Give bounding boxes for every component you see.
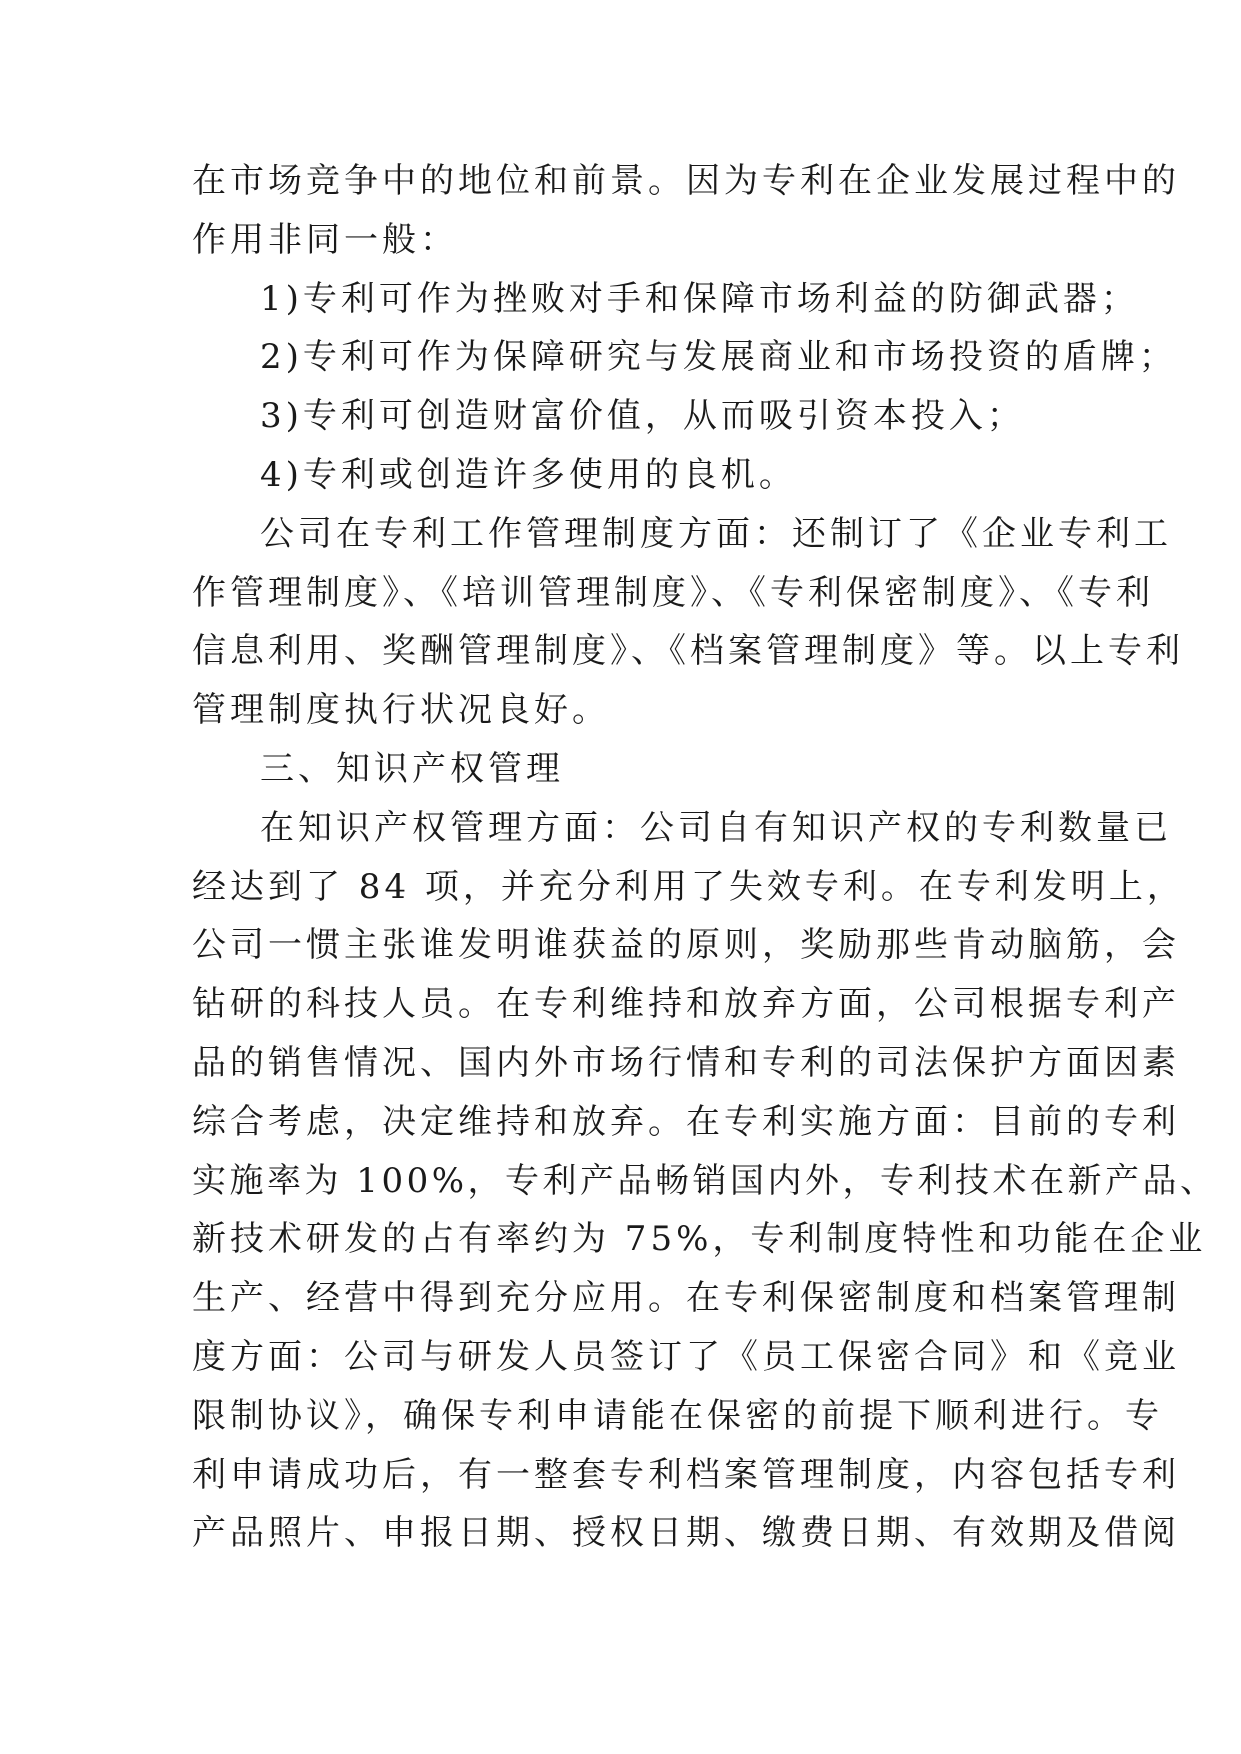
- text-line: 管理制度执行状况良好。: [192, 690, 610, 731]
- text-line: 钻研的科技人员。在专利维持和放弃方面，公司根据专利产: [192, 984, 1180, 1025]
- text-line: 4)专利或创造许多使用的良机。: [260, 454, 797, 495]
- text-line: 综合考虑，决定维持和放弃。在专利实施方面：目前的专利: [192, 1101, 1180, 1142]
- text-line: 新技术研发的占有率约为 75%，专利制度特性和功能在企业: [192, 1219, 1207, 1260]
- text-line: 产品照片、申报日期、授权日期、缴费日期、有效期及借阅: [192, 1513, 1180, 1554]
- document-body: [192, 152, 1218, 1563]
- text-line: 三、知识产权管理: [260, 748, 564, 789]
- text-line: 2)专利可作为保障研究与发展商业和市场投资的盾牌；: [260, 337, 1177, 378]
- text-line: 公司一惯主张谁发明谁获益的原则，奖励那些肯动脑筋，会: [192, 925, 1180, 966]
- text-line: 限制协议》，确保专利申请能在保密的前提下顺利进行。专: [192, 1395, 1163, 1436]
- text-line: 作用非同一般：: [192, 219, 458, 260]
- text-line: 3)专利可创造财富价值，从而吸引资本投入；: [260, 396, 1025, 437]
- text-line: 生产、经营中得到充分应用。在专利保密制度和档案管理制: [192, 1278, 1180, 1319]
- text-line: 1)专利可作为挫败对手和保障市场利益的防御武器；: [260, 278, 1139, 319]
- text-line: 在知识产权管理方面：公司自有知识产权的专利数量已: [260, 807, 1172, 848]
- text-line: 实施率为 100%，专利产品畅销国内外，专利技术在新产品、: [192, 1160, 1218, 1201]
- text-line: 品的销售情况、国内外市场行情和专利的司法保护方面因素: [192, 1042, 1180, 1083]
- text-line: 度方面：公司与研发人员签订了《员工保密合同》和《竞业: [192, 1336, 1180, 1377]
- text-line: 经达到了 84 项，并充分利用了失效专利。在专利发明上，: [192, 866, 1185, 907]
- text-line: 信息利用、奖酬管理制度》、《档案管理制度》等。以上专利: [192, 631, 1184, 672]
- text-line: 利申请成功后，有一整套专利档案管理制度，内容包括专利: [192, 1454, 1180, 1495]
- text-line: 在市场竞争中的地位和前景。因为专利在企业发展过程中的: [192, 161, 1180, 201]
- text-line: 作管理制度》、《培训管理制度》、《专利保密制度》、《专利: [192, 572, 1154, 613]
- text-line: 公司在专利工作管理制度方面：还制订了《企业专利工: [260, 513, 1172, 554]
